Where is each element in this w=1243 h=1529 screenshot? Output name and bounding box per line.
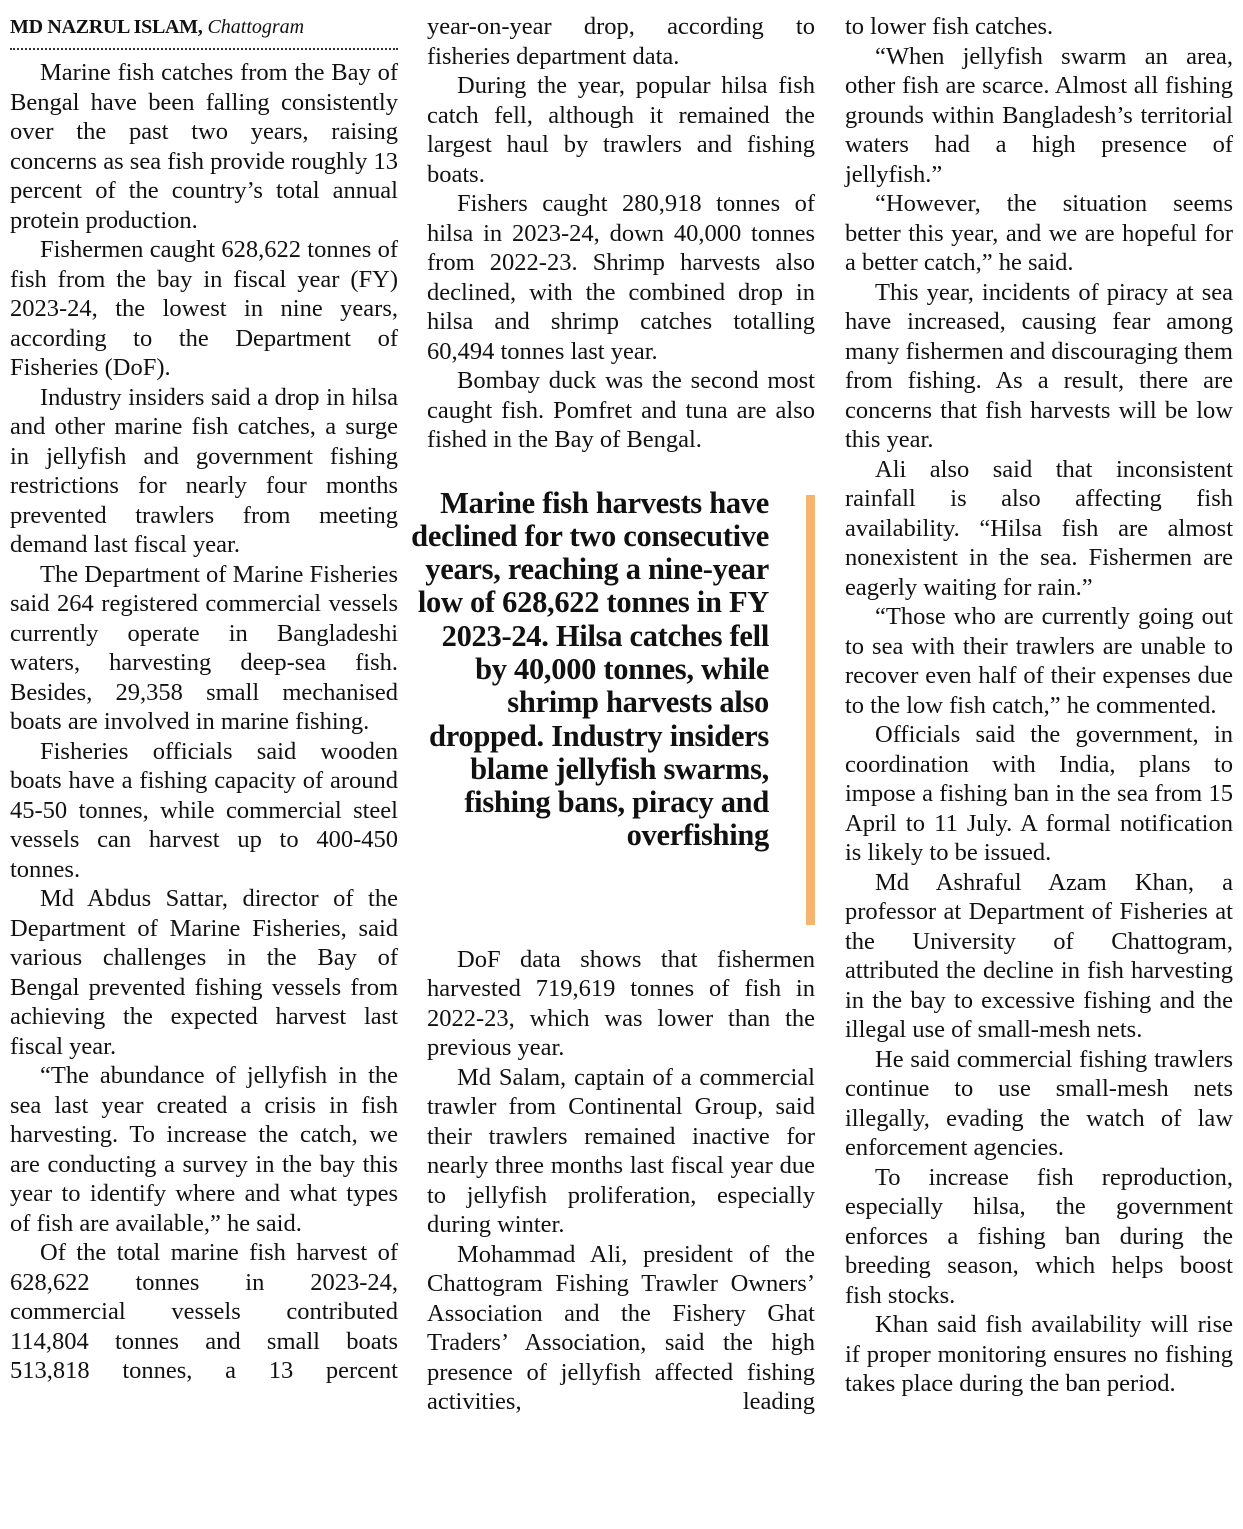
- article-paragraph: Fisheries officials said wooden boats have a fishing capacity of around 45-50 tonnes, while commercial steel vessels can harvest up to 400-450 tonnes.: [10, 737, 398, 883]
- article-paragraph: Officials said the government, in coordination with India, plans to impose a fishing ban in the sea from 15 April to 11 July. A formal notification is likely to be issued.: [845, 721, 1233, 866]
- article-paragraph: This year, incidents of piracy at sea have increased, causing fear among many fishermen and discouraging them from fishing. As a result, there are concerns that fish harvests will be low this year.: [845, 278, 1233, 453]
- article-paragraph: Md Abdus Sattar, director of the Department of Marine Fisheries, said various challenges in the Bay of Bengal prevented fishing vessels from achieving the expected harvest last fiscal year.: [10, 885, 398, 1060]
- column-1: [10, 12, 398, 1386]
- article-paragraph: The Department of Marine Fisheries said 264 registered commercial vessels currently operate in Bangladeshi waters, harvesting deep-sea fish. Besides, 29,358 small mechanised boats are involved in marine fishing.: [10, 560, 398, 735]
- article-paragraph: Bombay duck was the second most caught fish. Pomfret and tuna are also fished in the Bay of Bengal.: [427, 367, 815, 453]
- article-paragraph: Marine fish catches from the Bay of Bengal have been falling consistently over the past two years, raising concerns as sea fish provide roughly 13 percent of the country’s total annual protein production.: [10, 59, 398, 234]
- article-paragraph: Ali also said that inconsistent rainfall is also affecting fish availability. “Hilsa fish are almost nonexistent in the sea. Fishermen are eagerly waiting for rain.”: [845, 455, 1233, 601]
- column-2-body-top: [427, 12, 815, 455]
- article-paragraph: He said commercial fishing trawlers continue to use small-mesh nets illegally, evading the watch of law enforcement agencies.: [845, 1045, 1233, 1161]
- column-3-body: [845, 12, 1233, 1399]
- article-paragraph: Mohammad Ali, president of the Chattogram Fishing Trawler Owners’ Association and the Fishery Ghat Traders’ Association, said the high presence of jellyfish affected fishing activities, leading: [427, 1240, 815, 1415]
- article-paragraph: year-on-year drop, according to fisheries department data.: [427, 13, 815, 70]
- article-paragraph: Khan said fish availability will rise if proper monitoring ensures no fishing takes place during the ban period.: [845, 1311, 1233, 1397]
- article-paragraph: to lower fish catches.: [845, 13, 1054, 40]
- article-paragraph: “When jellyfish swarm an area, other fish are scarce. Almost all fishing grounds within Bangladesh’s territorial waters had a high presence of jellyfish.”: [845, 42, 1233, 188]
- byline-divider: [10, 48, 398, 50]
- pullquote-accent-bar: [806, 495, 815, 925]
- article-paragraph: Of the total marine fish harvest of 628,622 tonnes in 2023-24, commercial vessels contributed 114,804 tonnes and small boats 513,818 tonnes, a 13 percent: [10, 1239, 398, 1384]
- byline-location: Chattogram: [207, 16, 305, 38]
- article-paragraph: Fishers caught 280,918 tonnes of hilsa in 2023-24, down 40,000 tonnes from 2022-23. Shrimp harvests also declined, with the combined drop in hilsa and shrimp catches totalling 60,494 tonnes last year.: [427, 190, 815, 365]
- article-paragraph: DoF data shows that fishermen harvested 719,619 tonnes of fish in 2022-23, which was lower than the previous year.: [427, 945, 815, 1061]
- pullquote-text: Marine fish harvests have declined for two consecutive years, reaching a nine-year low of 628,622 tonnes in FY 2023-24. Hilsa catches fell by 40,000 tonnes, while shrimp harvests also dropped. Industry insiders blame jellyfish swarms, fishing bans, piracy and overfishing: [411, 485, 769, 853]
- article-paragraph: During the year, popular hilsa fish catch fell, although it remained the largest haul by trawlers and fishing boats.: [427, 72, 815, 188]
- byline: [10, 12, 398, 42]
- byline-author: MD NAZRUL ISLAM,: [10, 16, 203, 38]
- article-paragraph: To increase fish reproduction, especially hilsa, the government enforces a fishing ban during the breeding season, which helps boost fish stocks.: [845, 1163, 1233, 1309]
- column-2-body-bottom: [427, 945, 815, 1417]
- article-paragraph: Fishermen caught 628,622 tonnes of fish from the bay in fiscal year (FY) 2023-24, the lowest in nine years, according to the Department of Fisheries (DoF).: [10, 236, 398, 381]
- article-paragraph: Md Salam, captain of a commercial trawler from Continental Group, said their trawlers remained inactive for nearly three months last fiscal year due to jellyfish proliferation, especially during winter.: [427, 1063, 815, 1238]
- article-paragraph: Md Ashraful Azam Khan, a professor at Department of Fisheries at the University of Chattogram, attributed the decline in fish harvesting in the bay to excessive fishing and the illegal use of small-mesh nets.: [845, 868, 1233, 1043]
- article-paragraph: “The abundance of jellyfish in the sea last year created a crisis in fish harvesting. To increase the catch, we are conducting a survey in the bay this year to identify where and what types of fish are available,” he said.: [10, 1062, 398, 1237]
- article-paragraph: Industry insiders said a drop in hilsa and other marine fish catches, a surge in jellyfish and government fishing restrictions for nearly four months prevented trawlers from meeting demand last fiscal year.: [10, 383, 398, 558]
- article-paragraph: “Those who are currently going out to sea with their trawlers are unable to recover even half of their expenses due to the low fish catch,” he commented.: [845, 603, 1233, 719]
- article-paragraph: “However, the situation seems better this year, and we are hopeful for a better catch,” he said.: [845, 190, 1233, 276]
- column-1-body: [10, 58, 398, 1386]
- pullquote: [411, 465, 815, 945]
- column-3: [845, 12, 1233, 1399]
- column-2: [411, 12, 815, 1417]
